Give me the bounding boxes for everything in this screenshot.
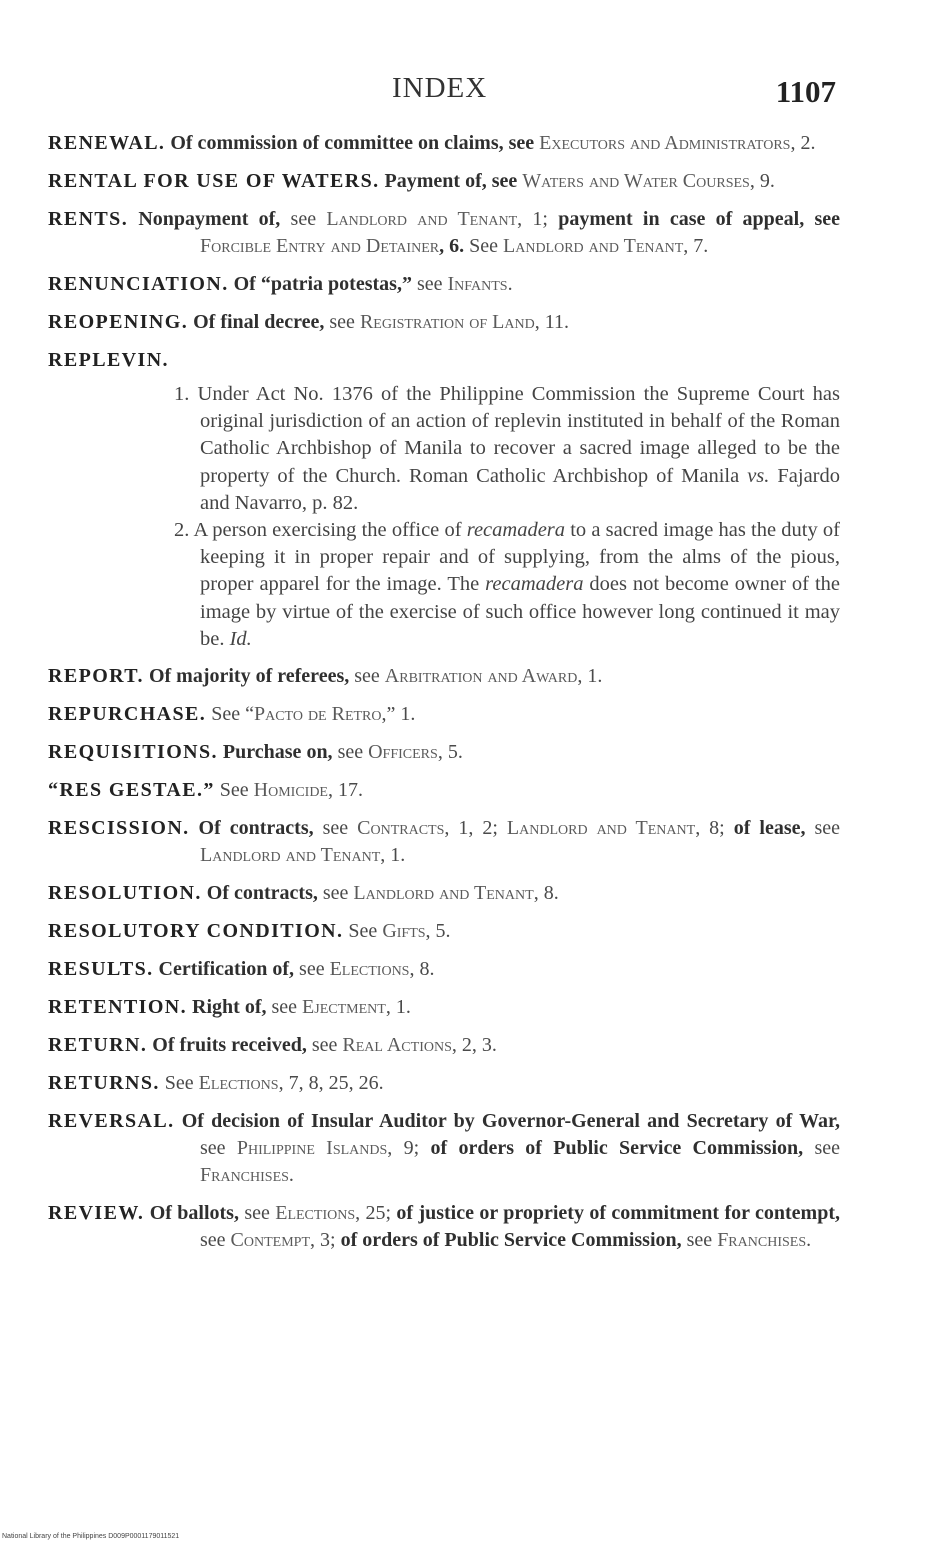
- entry-text: Right of,: [187, 996, 272, 1019]
- italic-text: recamadera: [466, 519, 566, 542]
- cross-reference: Landlord and Tenant: [506, 817, 696, 840]
- cross-reference: Landlord and Tenant: [326, 208, 518, 230]
- entry-text: , 17.: [327, 779, 363, 802]
- entry-text: , 2.: [790, 132, 816, 154]
- entry-text: see: [354, 665, 385, 688]
- index-subentry: [48, 517, 840, 653]
- entry-text: , 1, 2;: [444, 817, 507, 840]
- index-entry-repurchase: [48, 701, 840, 728]
- index-entry-rents: [48, 206, 840, 260]
- entry-text: payment in case of appeal, see: [558, 208, 841, 230]
- entry-text: of lease,: [733, 817, 815, 840]
- cross-reference: Elections: [275, 1202, 356, 1225]
- cross-reference: Arbitration and Award: [384, 665, 578, 688]
- cross-reference: Pacto de Retro: [253, 703, 382, 726]
- entry-text: , 8.: [409, 958, 435, 981]
- entry-text: Of commission of committee on claims, see: [165, 132, 540, 154]
- cross-reference: Homicide: [253, 779, 328, 802]
- entry-headword: RESCISSION.: [48, 817, 190, 840]
- entry-text: See: [343, 920, 383, 943]
- entry-text: see: [329, 311, 360, 333]
- entry-headword: REPURCHASE.: [48, 703, 207, 726]
- entry-headword: REOPENING.: [48, 311, 189, 333]
- cross-reference: Ejectment: [302, 996, 386, 1019]
- entry-headword: RETURN.: [48, 1034, 148, 1057]
- cross-reference: Elections: [198, 1072, 279, 1095]
- index-entry-rescission: [48, 815, 840, 869]
- index-entry-report: [48, 663, 840, 690]
- entry-text: , 25;: [355, 1202, 397, 1225]
- entry-text: , 7.: [683, 235, 709, 257]
- footer-note: National Library of the Philippines D009P0001179011521: [2, 1533, 180, 1540]
- cross-reference: Waters and Water Courses: [522, 170, 750, 192]
- entry-headword: RESOLUTION.: [48, 882, 202, 905]
- entry-text: see: [416, 273, 448, 295]
- entry-text: , 5.: [425, 920, 451, 943]
- entry-text: ,” 1.: [381, 703, 416, 726]
- index-entry-requisitions: [48, 739, 840, 766]
- index-entry-retention: [48, 994, 840, 1021]
- entry-text: , 2, 3.: [451, 1034, 497, 1057]
- index-list: [48, 130, 840, 1265]
- cross-reference: Elections: [329, 958, 410, 981]
- entry-text: See: [469, 235, 503, 257]
- cross-reference: Philippine Islands: [236, 1137, 388, 1160]
- entry-text: see: [299, 958, 330, 981]
- entry-headword: REVIEW.: [48, 1202, 145, 1225]
- entry-text: , 1.: [385, 996, 411, 1019]
- entry-headword: RESULTS.: [48, 958, 154, 981]
- entry-text: Of majority of referees,: [143, 665, 355, 688]
- entry-text: see: [244, 1202, 276, 1225]
- entry-text: of orders of Public Service Commission,: [340, 1229, 687, 1252]
- entry-text: , 3;: [310, 1229, 341, 1252]
- entry-text: , 9.: [749, 170, 775, 192]
- italic-text: Id.: [229, 627, 252, 650]
- entry-text: see: [814, 1137, 840, 1160]
- entry-text: see: [200, 1137, 237, 1160]
- entry-text: Of “patria potestas,”: [228, 273, 417, 295]
- entry-text: , 5.: [437, 741, 463, 764]
- entry-text: Of ballots,: [144, 1202, 245, 1225]
- entry-text: of orders of Public Service Commission,: [430, 1137, 815, 1160]
- index-entry-review: [48, 1200, 840, 1254]
- entry-text: , 6.: [439, 235, 470, 257]
- entry-text: , 8.: [533, 882, 559, 905]
- entry-text: , 9;: [387, 1137, 431, 1160]
- entry-headword: REVERSAL.: [48, 1110, 175, 1133]
- index-entry-returns: [48, 1070, 840, 1097]
- entry-text: see: [311, 1034, 343, 1057]
- entry-text: .: [806, 1229, 812, 1252]
- index-entry-reopening: [48, 309, 840, 336]
- index-entry-res-gestae: [48, 777, 840, 804]
- entry-headword: RETENTION.: [48, 996, 188, 1019]
- cross-reference: Gifts: [382, 920, 426, 943]
- index-entry-renewal: [48, 130, 840, 157]
- cross-reference: Landlord and Tenant: [353, 882, 534, 905]
- index-entry-replevin: [48, 347, 840, 374]
- cross-reference: Landlord and Tenant: [503, 235, 684, 257]
- index-entry-return: [48, 1032, 840, 1059]
- entry-headword: REPLEVIN.: [48, 349, 169, 371]
- entry-text: to a sacred image has the duty of keeping it in proper repair and of supplying, from the alms of the pious, proper apparel for the image. The: [200, 519, 840, 596]
- entry-text: 1. Under Act No. 1376 of the Philippine Commission the Supreme Court has original jurisdiction of an action of replevin instituted in behalf of the Roman Catholic Archbishop of Manila to recover a sacred image alleged to be the property of the Church. Roman Catholic Archbishop of Manila: [174, 383, 840, 487]
- cross-reference: Contempt: [230, 1229, 310, 1252]
- cross-reference: Infants: [447, 273, 508, 295]
- entry-text: , 11.: [534, 311, 569, 333]
- index-entry-rental: [48, 168, 840, 195]
- entry-text: does not become owner of the image by virtue of the exercise of such office however long continued it may be.: [200, 573, 840, 650]
- entry-text: 2. A person exercising the office of: [174, 519, 467, 542]
- page-number: 1107: [775, 74, 836, 109]
- italic-text: vs.: [747, 464, 770, 487]
- entry-text: , 7, 8, 25, 26.: [278, 1072, 384, 1095]
- entry-text: Nonpayment of,: [128, 208, 291, 230]
- entry-text: see: [337, 741, 369, 764]
- entry-headword: REQUISITIONS.: [48, 741, 218, 764]
- entry-text: , 1.: [577, 665, 603, 688]
- entry-text: , 8;: [695, 817, 734, 840]
- entry-headword: “RES GESTAE.”: [48, 779, 215, 802]
- entry-text: see: [290, 208, 327, 230]
- index-subentries: [48, 381, 840, 653]
- index-entry-resolution: [48, 880, 840, 907]
- entry-headword: RENEWAL.: [48, 132, 166, 154]
- entry-headword: RENTAL FOR USE OF WATERS.: [48, 170, 380, 192]
- entry-text: Of decision of Insular Auditor by Governor-General and Secretary of War,: [174, 1110, 840, 1133]
- entry-text: See: [214, 779, 254, 802]
- entry-headword: RENTS.: [48, 208, 129, 230]
- entry-text: see: [322, 882, 354, 905]
- cross-reference: Forcible Entry and Detainer: [200, 235, 440, 257]
- entry-headword: RENUNCIATION.: [48, 273, 229, 295]
- entry-headword: RETURNS.: [48, 1072, 160, 1095]
- cross-reference: Executors and Administrators: [539, 132, 791, 154]
- entry-text: see: [322, 817, 358, 840]
- cross-reference: Franchises: [717, 1229, 807, 1252]
- entry-text: See: [159, 1072, 199, 1095]
- entry-text: Payment of, see: [379, 170, 523, 192]
- entry-text: Of fruits received,: [147, 1034, 312, 1057]
- entry-text: Of final decree,: [188, 311, 330, 333]
- entry-text: See “: [206, 703, 254, 726]
- entry-text: , 1;: [517, 208, 559, 230]
- index-entry-resolutory-condition: [48, 918, 840, 945]
- running-head: [0, 70, 952, 110]
- cross-reference: Registration of Land: [359, 311, 535, 333]
- italic-text: recamadera: [485, 573, 584, 596]
- cross-reference: Landlord and Tenant: [200, 844, 381, 867]
- entry-text: Fajardo and Navarro, p. 82.: [200, 464, 840, 514]
- entry-text: , 1.: [380, 844, 406, 867]
- entry-text: Certification of,: [153, 958, 300, 981]
- cross-reference: Real Actions: [342, 1034, 452, 1057]
- cross-reference: Officers: [368, 741, 438, 764]
- entry-text: of justice or propriety of commitment for contempt,: [396, 1202, 840, 1225]
- entry-text: .: [507, 273, 513, 295]
- cross-reference: Franchises: [200, 1164, 289, 1187]
- entry-text: see: [200, 1229, 231, 1252]
- entry-text: Purchase on,: [217, 741, 338, 764]
- entry-text: .: [288, 1164, 294, 1187]
- cross-reference: Contracts: [357, 817, 445, 840]
- entry-text: Of contracts,: [201, 882, 323, 905]
- entry-headword: RESOLUTORY CONDITION.: [48, 920, 344, 943]
- index-subentry: [48, 381, 840, 517]
- running-title: INDEX: [392, 72, 488, 104]
- entry-text: see: [271, 996, 303, 1019]
- entry-text: see: [814, 817, 841, 840]
- index-entry-renunciation: [48, 271, 840, 298]
- index-entry-reversal: [48, 1108, 840, 1189]
- entry-headword: REPORT.: [48, 665, 144, 688]
- entry-text: Of contracts,: [189, 817, 323, 840]
- entry-text: see: [686, 1229, 718, 1252]
- index-entry-results: [48, 956, 840, 983]
